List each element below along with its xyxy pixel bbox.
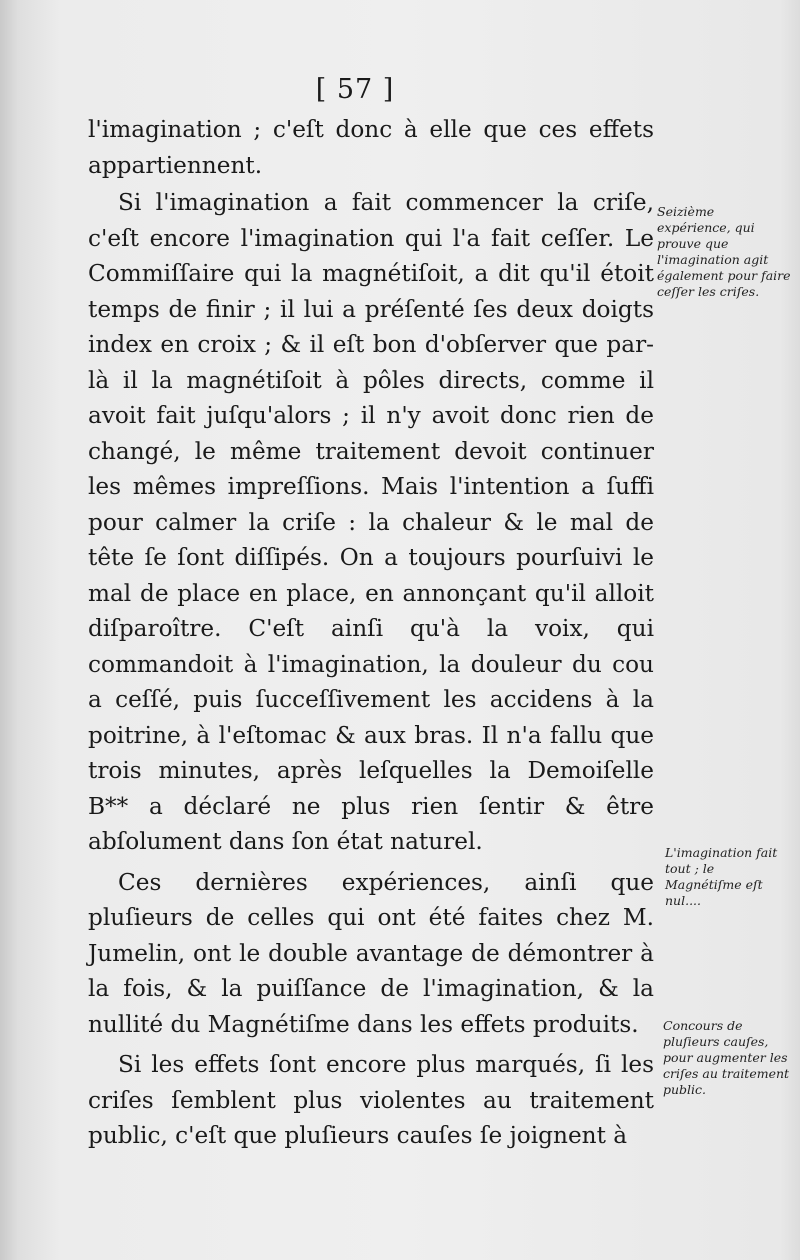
margin-note-imagination-does-all: L'imagination fait tout ; le Magnétiſme eſt nul.... — [665, 845, 778, 908]
paragraph-public-treatment: Si les effets ſont encore plus marqués, ſi les criſes ſemblent plus violentes au traitement public, c'eſt que pluſieurs cauſes ſe joignent à — [88, 1051, 654, 1149]
paragraph-crisis-end: Si l'imagination a fait commencer la criſe, c'eſt encore l'imagination qui l'a fait ceſſer. Le Commiſſaire qui la magnétiſoit, a dit qu'il étoit temps de finir ; il lui a préſenté ſes deux doigts index en croix ; & il eſt bon d'obſerver que par-là il la magnétiſoit à pôles directs, comme il avoit fait juſqu'alors ; il n'y avoit donc rien de changé, le même traitement devoit continuer les mêmes impreſſions. Mais l'intention a ſuffi pour calmer la criſe : la chaleur & le mal de tête ſe ſont diſſipés. On a toujours pourſuivi le mal de place en place, en annonçant qu'il alloit diſparoître. C'eſt ainſi qu'à la voix, qui commandoit à l'imagination, la douleur du cou a ceſſé, puis ſucceſſivement les accidens à la poitrine, à l'eſtomac & aux bras. Il n'a fallu que trois minutes, après leſquelles la Demoiſelle B** a déclaré ne plus rien ſentir & être abſolument dans ſon état naturel. — [88, 189, 654, 855]
margin-note-sixteenth-experience: Seizième expérience, qui prouve que l'imagination agit également pour faire ceſſer les criſes. — [657, 204, 791, 299]
paragraph-conclusion: Ces dernières expériences, ainſi que pluſieurs de celles qui ont été faites chez M. Jumelin, ont le double avantage de démontrer à la fois, & la puiſſance de l'imagination, & la nullité du Magnétiſme dans les effets produits. — [88, 868, 654, 1038]
page-number: [ 57 ] — [315, 74, 395, 105]
margin-note-several-causes: Concours de pluſieurs cauſes, pour augmenter les criſes au traitement public. — [663, 1018, 790, 1097]
paragraph-continuation: l'imagination ; c'eſt donc à elle que ces effets appartiennent. — [88, 116, 654, 179]
main-text-column — [88, 112, 654, 1154]
